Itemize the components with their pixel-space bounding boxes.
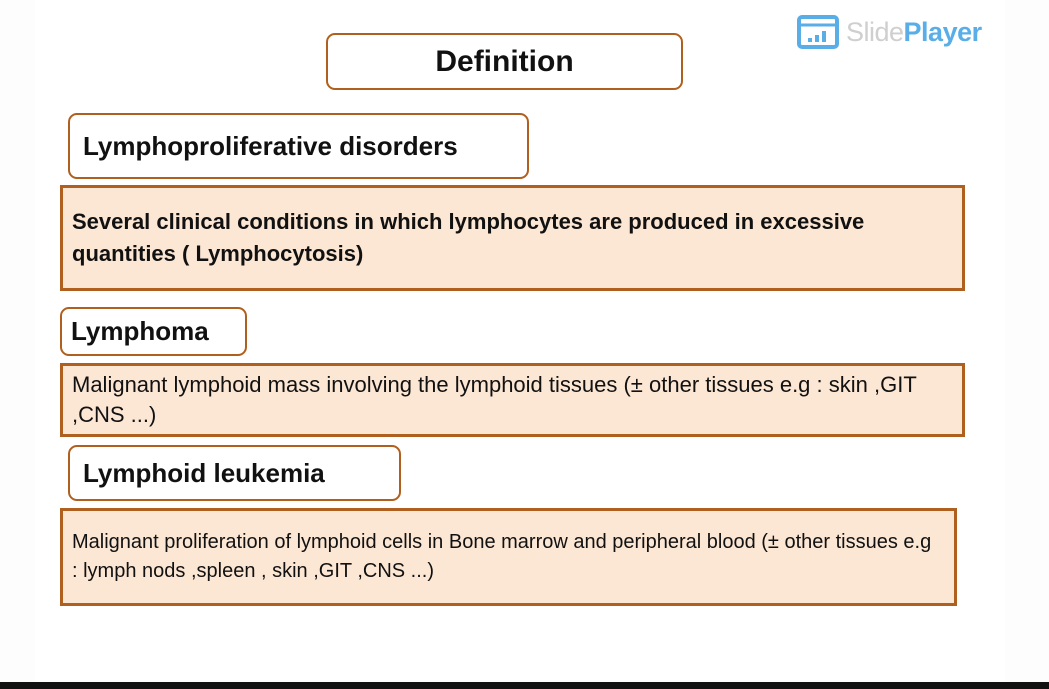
bottom-bar [0,682,1049,689]
section-heading-box [60,307,247,356]
section-heading: Lymphoproliferative disorders [83,130,458,161]
section-heading: Lymphoid leukemia [83,457,325,488]
section-heading-box [68,113,529,179]
section-content-box [60,508,957,606]
slideplayer-logo [796,14,982,50]
page-title: Definition [435,44,574,78]
logo-text-slide: Slide [846,16,904,47]
section-text: Malignant proliferation of lymphoid cells in Bone marrow and peripheral blood (± other tissues e.g : lymph nods ,spleen , skin ,GIT ,CNS ...) [72,531,932,582]
section-text: Malignant lymphoid mass involving the lymphoid tissues (± other tissues e.g : skin ,GIT ,CNS ...) [72,372,917,427]
presentation-board-icon [796,14,840,50]
section-heading: Lymphoma [71,316,209,346]
section-content-box [60,185,965,291]
logo-text-player: Player [903,16,982,47]
section-heading-box [68,445,401,501]
title-box [326,33,683,90]
section-content-box [60,363,965,437]
section-text: Several clinical conditions in which lymphocytes are produced in excessive quantities ( Lymphocytosis) [72,209,865,266]
